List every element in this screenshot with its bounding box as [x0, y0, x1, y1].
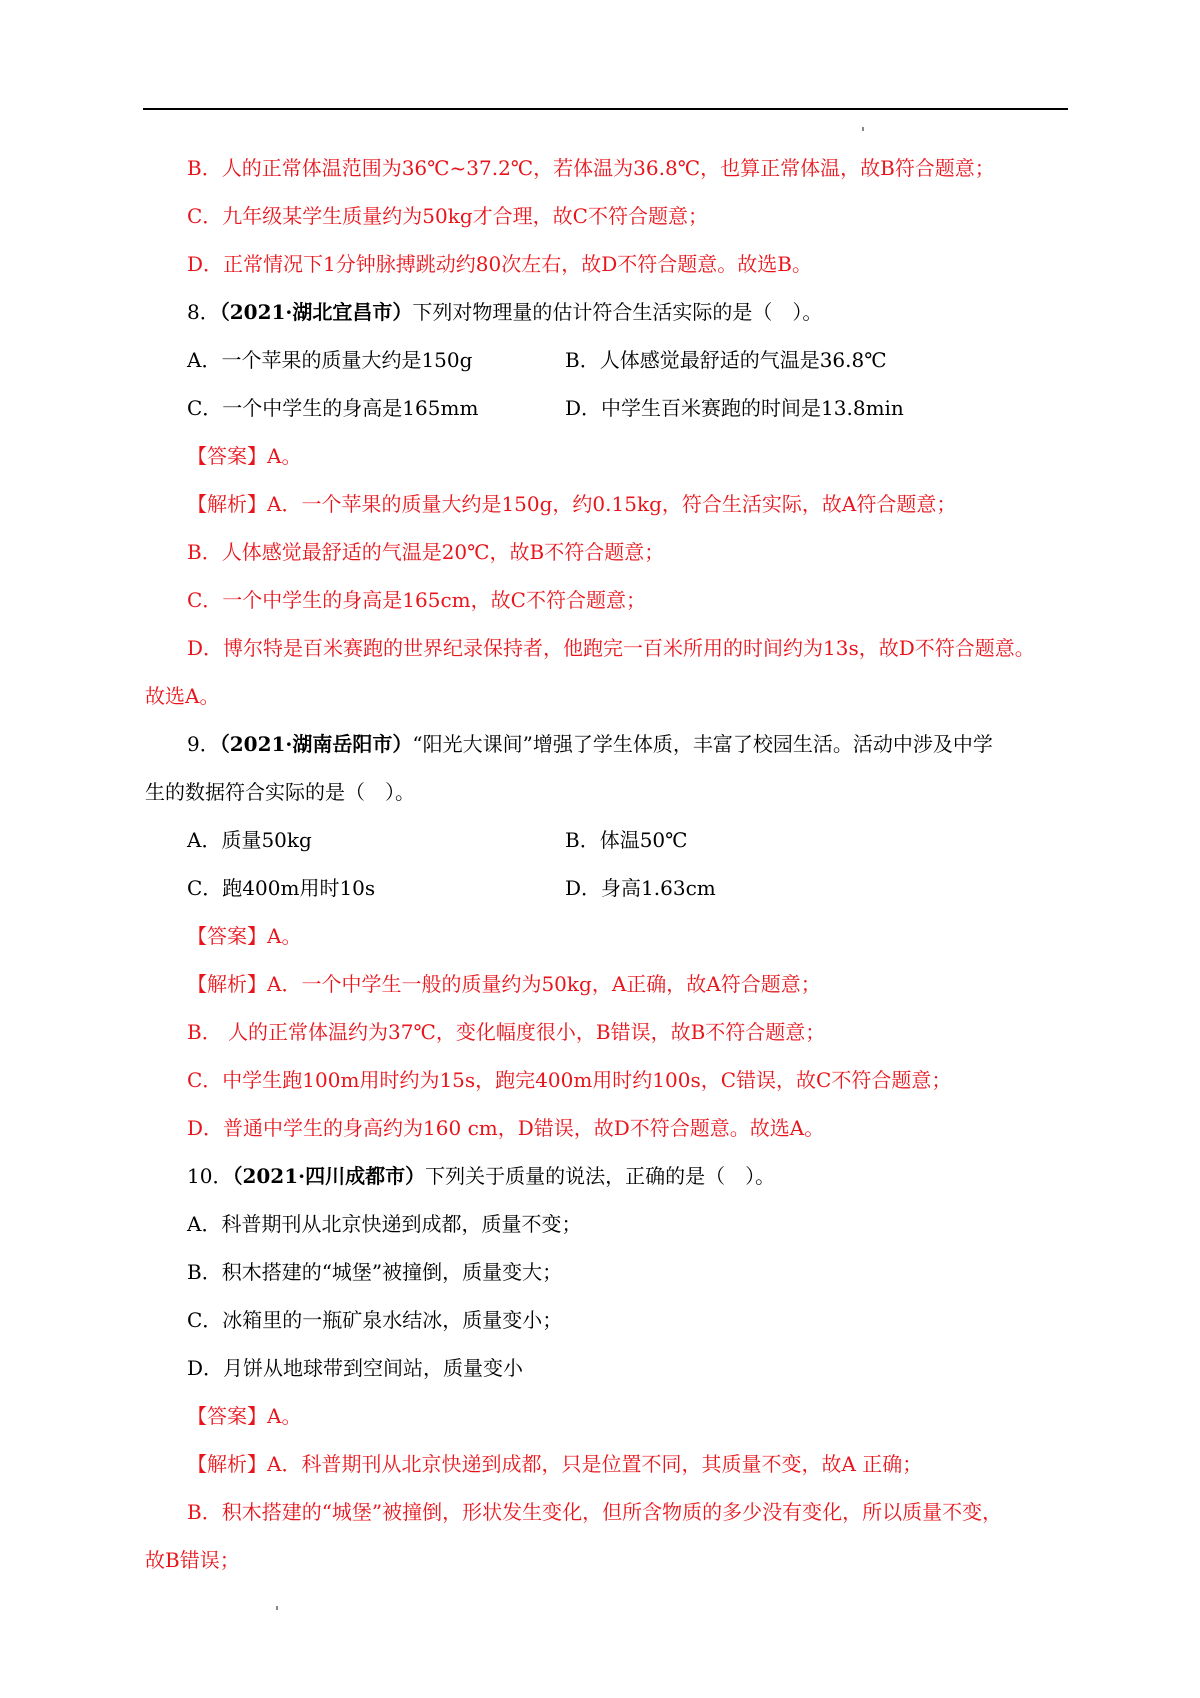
- question-number: 8．: [187, 300, 220, 324]
- q9-option-d: D．身高1.63cm: [565, 876, 716, 900]
- question-text: 下列对物理量的估计符合生活实际的是（ ）。: [412, 300, 823, 324]
- q10-explain-a: 【解析】A．科普期刊从北京快递到成都，只是位置不同，其质量不变，故A 正确；: [187, 1452, 923, 1476]
- q10-answer: 【答案】A。: [187, 1404, 302, 1428]
- q8-option-d: D．中学生百米赛跑的时间是13.8min: [565, 396, 904, 420]
- header-rule: [143, 108, 1068, 110]
- q9-answer: 【答案】A。: [187, 924, 302, 948]
- q8-explain-a: 【解析】A．一个苹果的质量大约是150g，约0.15kg，符合生活实际，故A符合题意；: [187, 492, 957, 516]
- q10-option-a: A．科普期刊从北京快递到成都，质量不变；: [187, 1212, 582, 1236]
- q10-option-b: B．积木搭建的“城堡”被撞倒，质量变大；: [187, 1260, 563, 1284]
- question-number: 10．: [187, 1164, 233, 1188]
- question-source: （2021·湖北宜昌市）: [219, 300, 413, 324]
- q9-explain-a: 【解析】A．一个中学生一般的质量约为50kg，A正确，故A符合题意；: [187, 972, 821, 996]
- q8-explain-d: D．博尔特是百米赛跑的世界纪录保持者，他跑完一百米所用的时间约为13s，故D不符合题意。: [187, 636, 1035, 660]
- q8-option-c: C．一个中学生的身高是165mm: [187, 396, 479, 420]
- q8-answer: 【答案】A。: [187, 444, 302, 468]
- question-source: （2021·四川成都市）: [232, 1164, 426, 1188]
- q9-explain-b: B． 人的正常体温约为37℃，变化幅度很小，B错误，故B不符合题意；: [187, 1020, 826, 1044]
- mark-tick: [862, 127, 864, 131]
- q9-option-a: A．质量50kg: [187, 828, 312, 852]
- question-source: （2021·湖南岳阳市）: [219, 732, 413, 756]
- q9-stem: [187, 731, 993, 757]
- q10-option-d: D．月饼从地球带到空间站，质量变小: [187, 1356, 524, 1380]
- q8-stem: [187, 299, 822, 325]
- q8-conclusion: 故选A。: [145, 684, 220, 708]
- question-text: “阳光大课间”增强了学生体质，丰富了校园生活。活动中涉及中学: [412, 732, 993, 756]
- q9-option-c: C．跑400m用时10s: [187, 876, 376, 900]
- q10-stem: [187, 1163, 775, 1189]
- q9-explain-d: D．普通中学生的身高约为160 cm，D错误，故D不符合题意。故选A。: [187, 1116, 825, 1140]
- mark-tick: [276, 1606, 278, 1610]
- q10-option-c: C．冰箱里的一瓶矿泉水结冰，质量变小；: [187, 1308, 563, 1332]
- q9-stem-cont: 生的数据符合实际的是（ ）。: [145, 780, 415, 804]
- q9-explain-c: C．中学生跑100m用时约为15s，跑完400m用时约100s，C错误，故C不符合题意；: [187, 1068, 952, 1092]
- q8-option-a: A．一个苹果的质量大约是150g: [187, 348, 473, 372]
- q8-option-b: B．人体感觉最舒适的气温是36.8℃: [565, 348, 887, 372]
- q7-explain-c: C．九年级某学生质量约为50kg才合理，故C不符合题意；: [187, 204, 708, 228]
- q10-explain-b-cont: 故B错误；: [145, 1548, 240, 1572]
- q7-explain-d: D．正常情况下1分钟脉搏跳动约80次左右，故D不符合题意。故选B。: [187, 252, 812, 276]
- question-text: 下列关于质量的说法，正确的是（ ）。: [425, 1164, 776, 1188]
- question-number: 9．: [187, 732, 220, 756]
- q7-explain-b: B．人的正常体温范围为36℃~37.2℃，若体温为36.8℃，也算正常体温，故B符合题意；: [187, 156, 995, 180]
- q10-explain-b: B．积木搭建的“城堡”被撞倒，形状发生变化，但所含物质的多少没有变化，所以质量不变，: [187, 1500, 1003, 1524]
- q8-explain-b: B．人体感觉最舒适的气温是20℃，故B不符合题意；: [187, 540, 665, 564]
- q8-explain-c: C．一个中学生的身高是165cm，故C不符合题意；: [187, 588, 646, 612]
- q9-option-b: B．体温50℃: [565, 828, 688, 852]
